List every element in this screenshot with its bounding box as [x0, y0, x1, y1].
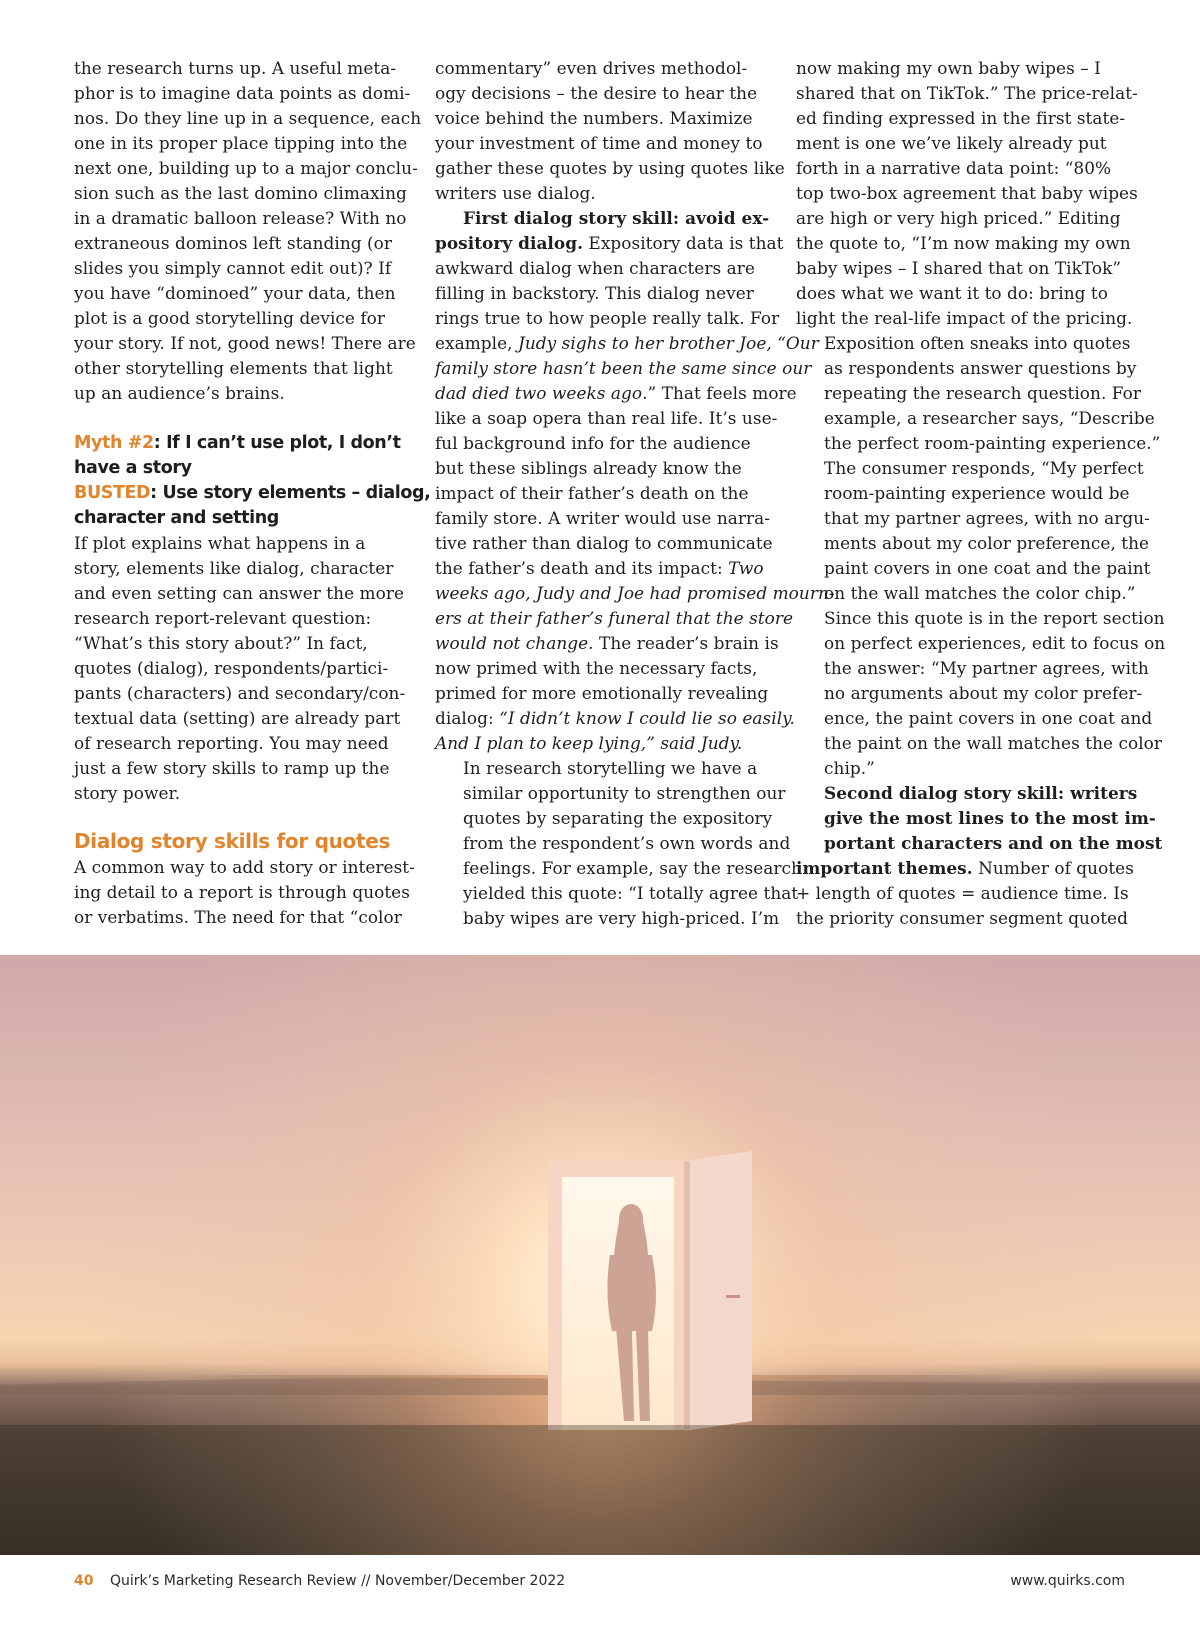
paragraph: [796, 781, 1163, 931]
busted-text: character and setting: [74, 508, 279, 528]
text-line: story, elements like dialog, character: [74, 558, 394, 578]
text-block: [435, 406, 778, 531]
text-line: baby wipes are very high-priced. I’m: [463, 908, 780, 928]
text-line: rings true to how people really talk. For: [435, 308, 780, 328]
text-line: + length of quotes = audience time. Is: [796, 883, 1129, 903]
myth-heading: [74, 431, 431, 531]
text-line: forth in a narrative data point: “80%: [796, 158, 1112, 178]
italic-run: “I didn’t know I could lie so easily.: [499, 708, 795, 728]
text-line: ed finding expressed in the first state-: [796, 108, 1126, 128]
text-line: on perfect experiences, edit to focus on: [824, 633, 1166, 653]
text-run: tive rather than dialog to communicate: [435, 533, 773, 553]
paragraph: [74, 531, 406, 806]
italic-run: would not change.: [435, 633, 594, 653]
text-line: nos. Do they line up in a sequence, each: [74, 108, 422, 128]
website-url: www.quirks.com: [1010, 1573, 1125, 1589]
text-line: your investment of time and money to: [435, 133, 763, 153]
open-door-panel: [684, 1151, 752, 1431]
text-line: commentary” even drives methodol-: [435, 58, 748, 78]
italic-run: Two: [728, 558, 764, 578]
text-line: In research storytelling we have a: [463, 758, 758, 778]
text-column-2: [435, 56, 835, 931]
text-line: the paint on the wall matches the color: [824, 733, 1162, 753]
text-line: A common way to add story or interest-: [74, 857, 415, 877]
text-line: the research turns up. A useful meta-: [74, 58, 397, 78]
skill-heading: [796, 781, 1163, 856]
text-run: Expository data is that: [583, 233, 784, 253]
text-line: chip.”: [824, 758, 875, 778]
skill-heading: important themes.: [796, 858, 973, 878]
text-line: ence, the paint covers in one coat and: [824, 708, 1153, 728]
text-line: in a dramatic balloon release? With no: [74, 208, 407, 228]
doorway-sunset-photo: [0, 955, 1200, 1555]
text-line: family store. A writer would use narra-: [435, 508, 771, 528]
text-line: are high or very high priced.” Editing: [796, 208, 1121, 228]
door-edge: [684, 1161, 690, 1431]
text-line: research report-relevant question:: [74, 608, 372, 628]
text-line: Second dialog story skill: writers: [824, 783, 1138, 803]
text-run: The reader’s brain is: [593, 633, 779, 653]
text-run: example,: [435, 333, 519, 353]
text-column-3: [796, 56, 1166, 931]
italic-run: family store hasn’t been the same since our: [435, 358, 812, 378]
italic-run: ers at their father’s funeral that the store: [435, 608, 794, 628]
text-line: up an audience’s brains.: [74, 383, 285, 403]
text-line: The consumer responds, “My perfect: [824, 458, 1144, 478]
page-footer: [74, 1568, 1125, 1594]
italic-run: dad died two weeks ago: [435, 383, 643, 403]
text-line: just a few story skills to ramp up the: [74, 758, 390, 778]
paragraph: [796, 56, 1138, 331]
text-line: like a soap opera than real life. It’s use-: [435, 408, 778, 428]
text-line: next one, building up to a major conclu-: [74, 158, 418, 178]
myth-text: have a story: [74, 458, 192, 478]
grass-texture: [0, 1425, 1200, 1555]
text-line: ment is one we’ve likely already put: [796, 133, 1107, 153]
text-line: does what we want it to do: bring to: [796, 283, 1108, 303]
text-line: give the most lines to the most im-: [824, 808, 1156, 828]
text-line: the quote to, “I’m now making my own: [796, 233, 1131, 253]
door-handle: [726, 1295, 740, 1298]
text-line: sion such as the last domino climaxing: [74, 183, 407, 203]
text-line: paint covers in one coat and the paint: [824, 558, 1151, 578]
skill-heading: First dialog story skill: avoid ex-: [463, 208, 770, 228]
text-line: If plot explains what happens in a: [74, 533, 366, 553]
text-line: the perfect room-painting experience.”: [824, 433, 1161, 453]
text-line: as respondents answer questions by: [824, 358, 1137, 378]
text-line: your story. If not, good news! There are: [74, 333, 416, 353]
text-line: voice behind the numbers. Maximize: [435, 108, 753, 128]
text-line: awkward dialog when characters are: [435, 258, 755, 278]
text-line: but these siblings already know the: [435, 458, 742, 478]
text-line: you have “dominoed” your data, then: [74, 283, 396, 303]
text-column-1: [74, 56, 431, 930]
paragraph: [74, 855, 415, 930]
text-line: the priority consumer segment quoted: [796, 908, 1128, 928]
text-line: gather these quotes by using quotes like: [435, 158, 785, 178]
text-line: Since this quote is in the report section: [824, 608, 1165, 628]
paragraph: [435, 56, 785, 206]
text-line: quotes by separating the expository: [463, 808, 773, 828]
skill-heading: pository dialog.: [435, 233, 584, 253]
text-line: now primed with the necessary facts,: [435, 658, 758, 678]
italic-run: weeks ago, Judy and Joe had promised mourn-: [435, 583, 835, 603]
text-line: impact of their father’s death on the: [435, 483, 749, 503]
paragraph: [435, 206, 835, 756]
text-line: similar opportunity to strengthen our: [463, 783, 786, 803]
text-line: room-painting experience would be: [824, 483, 1130, 503]
text-line: one in its proper place tipping into the: [74, 133, 408, 153]
text-block: [435, 656, 767, 706]
paragraph: [74, 56, 422, 406]
text-line: quotes (dialog), respondents/partici-: [74, 658, 389, 678]
text-line: ments about my color preference, the: [824, 533, 1150, 553]
text-run: dialog:: [435, 708, 500, 728]
text-line: top two-box agreement that baby wipes: [796, 183, 1138, 203]
text-line: on the wall matches the color chip.”: [824, 583, 1136, 603]
italic-run: And I plan to keep lying,” said Judy.: [435, 733, 743, 753]
photo-illustration: [0, 955, 1200, 1555]
text-line: no arguments about my color prefer-: [824, 683, 1143, 703]
text-line: baby wipes – I shared that on TikTok”: [796, 258, 1122, 278]
text-line: pants (characters) and secondary/con-: [74, 683, 406, 703]
text-line: or verbatims. The need for that “color: [74, 907, 402, 927]
text-line: “What’s this story about?” In fact,: [74, 633, 368, 653]
text-line: from the respondent’s own words and: [463, 833, 791, 853]
text-line: feelings. For example, say the research: [463, 858, 802, 878]
busted-text: : Use story elements – dialog,: [150, 483, 431, 503]
text-run: the father’s death and its impact:: [435, 558, 729, 578]
text-line: other storytelling elements that light: [74, 358, 393, 378]
text-line: ing detail to a report is through quotes: [74, 882, 410, 902]
text-run: Number of quotes: [972, 858, 1134, 878]
text-line: plot is a good storytelling device for: [74, 308, 386, 328]
page-number: 40: [74, 1573, 94, 1589]
text-block: [796, 881, 1132, 931]
text-line: portant characters and on the most: [824, 833, 1163, 853]
text-line: primed for more emotionally revealing: [435, 683, 769, 703]
text-line: extraneous dominos left standing (or: [74, 233, 393, 253]
text-line: filling in backstory. This dialog never: [435, 283, 754, 303]
text-line: writers use dialog.: [435, 183, 596, 203]
text-line: phor is to imagine data points as domi-: [74, 83, 411, 103]
text-line: and even setting can answer the more: [74, 583, 404, 603]
text-line: light the real-life impact of the pricing.: [796, 308, 1133, 328]
section-subheading: Dialog story skills for quotes: [74, 829, 391, 853]
busted-label: BUSTED: [74, 483, 151, 503]
paragraph: [796, 331, 1166, 781]
text-line: repeating the research question. For: [824, 383, 1141, 403]
text-line: story power.: [74, 783, 181, 803]
text-line: example, a researcher says, “Describe: [824, 408, 1155, 428]
text-line: yielded this quote: “I totally agree that: [463, 883, 799, 903]
text-line: the answer: “My partner agrees, with: [824, 658, 1149, 678]
publication-title: Quirk’s Marketing Research Review // November/December 2022: [109, 1573, 566, 1589]
text-block: [435, 256, 780, 331]
paragraph: [435, 756, 802, 931]
text-line: ogy decisions – the desire to hear the: [435, 83, 758, 103]
text-line: shared that on TikTok.” The price-relat-: [796, 83, 1138, 103]
text-line: now making my own baby wipes – I: [796, 58, 1101, 78]
text-line: slides you simply cannot edit out)? If: [74, 258, 392, 278]
text-line: ful background info for the audience: [435, 433, 751, 453]
text-line: that my partner agrees, with no argu-: [824, 508, 1150, 528]
text-run: .” That feels more: [642, 383, 797, 403]
text-line: textual data (setting) are already part: [74, 708, 401, 728]
text-line: Exposition often sneaks into quotes: [824, 333, 1131, 353]
text-line: of research reporting. You may need: [74, 733, 389, 753]
myth-text: : If I can’t use plot, I don’t: [153, 433, 401, 453]
italic-run: Judy sighs to her brother Joe, “Our: [518, 333, 819, 353]
myth-label: Myth #2: [74, 433, 154, 453]
